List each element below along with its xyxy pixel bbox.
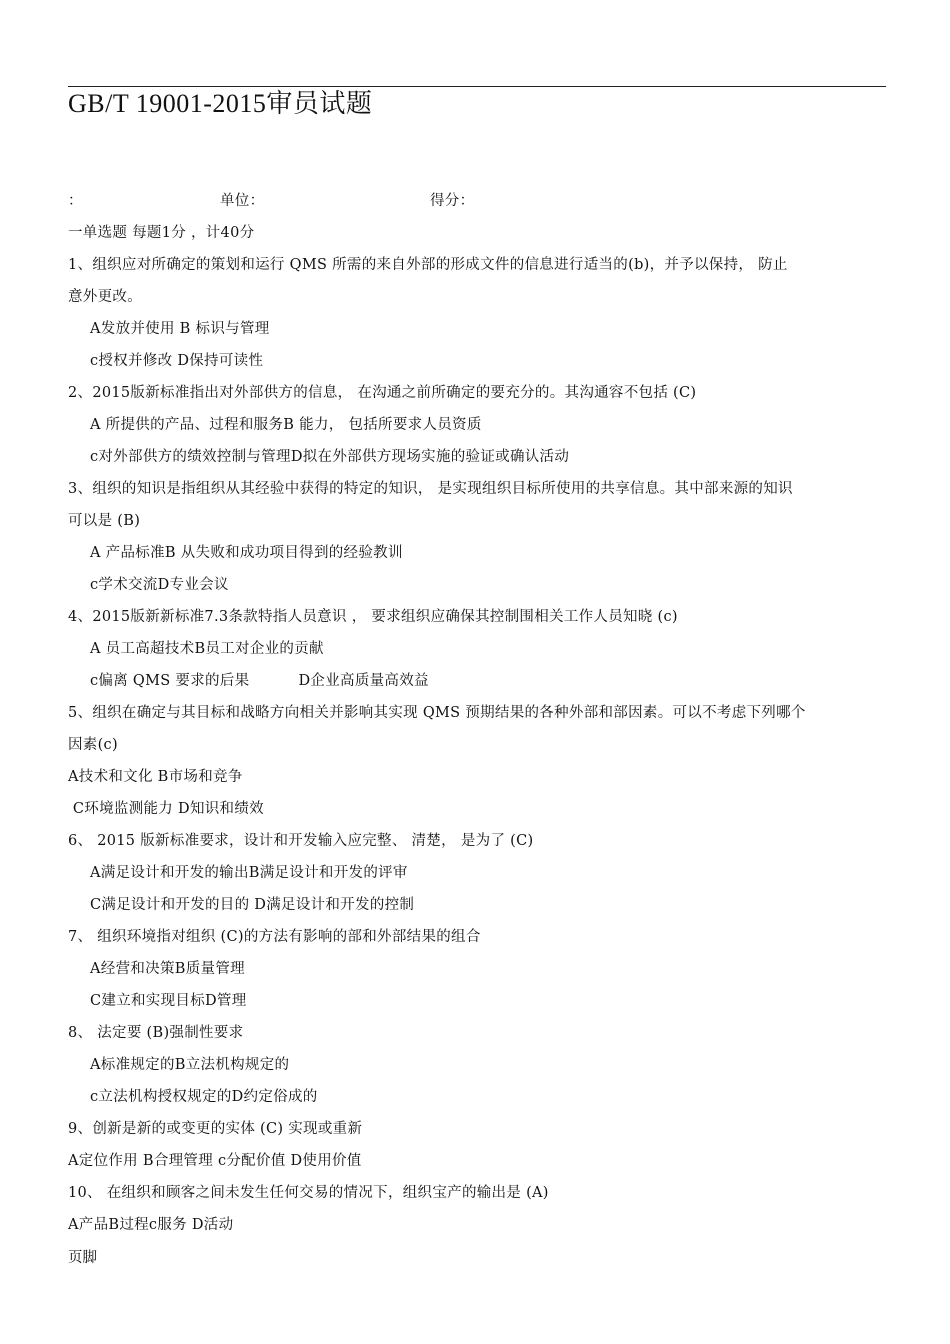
question-stem: 6、 2015 版新标准要求，设计和开发输入应完整、 清楚， 是为了 (C) bbox=[68, 833, 534, 849]
question-stem: 9、创新是新的或变更的实体 (C) 实现或重新 bbox=[68, 1121, 363, 1137]
question-option: A标准规定的B立法机构规定的 bbox=[90, 1057, 290, 1073]
question-option: C满足设计和开发的目的 D满足设计和开发的控制 bbox=[90, 897, 415, 913]
question-option: C环境监测能力 D知识和绩效 bbox=[68, 801, 264, 817]
question-option: A 产品标准B 从失败和成功项目得到的经验教训 bbox=[90, 545, 403, 561]
question-stem: 4、2015版新新标准7.3条款特指人员意识 ， 要求组织应确保其控制围相关工作人员知晓 (c) bbox=[68, 609, 678, 625]
question-stem: 5、组织在确定与其目标和战略方向相关并影响其实现 QMS 预期结果的各种外部和部因素。可以不考虑下列哪个 bbox=[68, 705, 806, 721]
question-stem: 1、组织应对所确定的策划和运行 QMS 所需的来自外部的形成文件的信息进行适当的(b)，并予以保持， 防止 bbox=[68, 257, 788, 273]
page-footer: 页脚 bbox=[68, 1250, 97, 1266]
question-stem: 7、 组织环境指对组织 (C)的方法有影响的部和外部结果的组合 bbox=[68, 929, 481, 945]
question-option: A定位作用 B合理管理 c分配价值 D使用价值 bbox=[68, 1153, 362, 1169]
unit-label: 单位： bbox=[220, 193, 265, 209]
question-option: A 员工高超技术B员工对企业的贡献 bbox=[90, 641, 324, 657]
question-option: A满足设计和开发的输出B满足设计和开发的评审 bbox=[90, 865, 408, 881]
question-option: c授权并修改 D保持可读性 bbox=[90, 353, 264, 369]
score-label: 得分： bbox=[430, 193, 475, 209]
question-option: c立法机构授权规定的D约定俗成的 bbox=[90, 1089, 318, 1105]
name-label: ： bbox=[68, 193, 83, 209]
question-option: A经营和决策B质量管理 bbox=[90, 961, 245, 977]
question-stem: 10、 在组织和顾客之间未发生任何交易的情况下，组织宝产的输出是 (A) bbox=[68, 1185, 549, 1201]
question-option: A产品B过程c服务 D活动 bbox=[68, 1217, 234, 1233]
question-stem: 8、 法定要 (B)强制性要求 bbox=[68, 1025, 244, 1041]
question-stem: 意外更改。 bbox=[68, 289, 142, 305]
question-stem: 因素(c) bbox=[68, 737, 118, 753]
question-stem: 可以是 (B) bbox=[68, 513, 141, 529]
question-option: c学术交流D专业会议 bbox=[90, 577, 229, 593]
question-option: c对外部供方的绩效控制与管理D拟在外部供方现场实施的验证或确认活动 bbox=[90, 449, 570, 465]
question-option: C建立和实现目标D管理 bbox=[90, 993, 247, 1009]
section-heading: 一单选题 每题1分 ，计40分 bbox=[68, 225, 255, 241]
question-stem: 2、2015版新标准指出对外部供方的信息， 在沟通之前所确定的要充分的。其沟通容不包括 (C) bbox=[68, 385, 697, 401]
question-option: A技术和文化 B市场和竞争 bbox=[68, 769, 243, 785]
question-option: c偏离 QMS 要求的后果 D企业高质量高效益 bbox=[90, 673, 429, 689]
question-option: A发放并使用 B 标识与管理 bbox=[90, 321, 270, 337]
question-option: A 所提供的产品、过程和服务B 能力， 包括所要求人员资质 bbox=[90, 417, 482, 433]
document-title: GB/T 19001-2015审员试题 bbox=[68, 89, 373, 118]
question-stem: 3、组织的知识是指组织从其经验中获得的特定的知识， 是实现组织目标所使用的共享信息。其中部来源的知识 bbox=[68, 481, 793, 497]
